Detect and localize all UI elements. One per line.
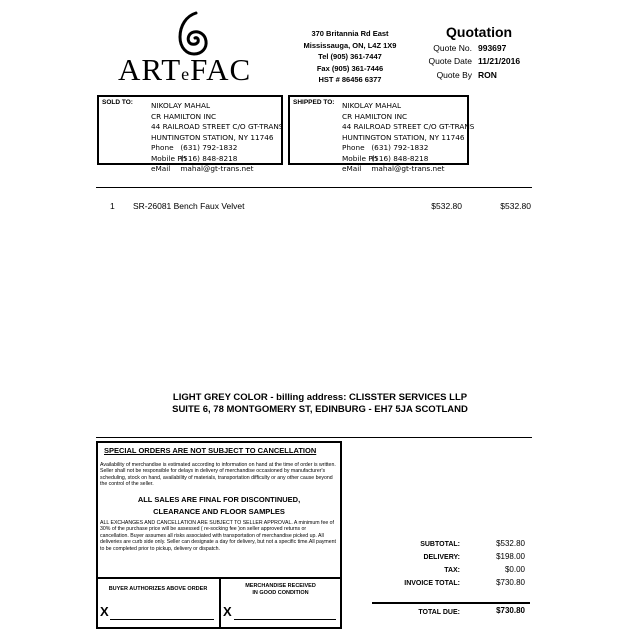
quote-no-value: 993697 bbox=[478, 43, 507, 53]
logo-left: ART bbox=[118, 52, 182, 87]
logo-right: FAC bbox=[190, 52, 252, 87]
buyer-signature-x: X bbox=[100, 604, 109, 619]
sold-to-mobile: (516) 848-8218 bbox=[180, 153, 238, 163]
invoice-total-label: INVOICE TOTAL: bbox=[404, 580, 460, 587]
total-due-rule bbox=[372, 602, 530, 604]
company-fax: Fax (905) 361-7446 bbox=[316, 63, 384, 73]
sold-to-name: NIKOLAY MAHAL bbox=[151, 101, 211, 110]
sold-to-city: HUNTINGTON STATION, NY 11746 bbox=[151, 132, 274, 142]
shipped-to-email: mahal@gt-trans.net bbox=[371, 164, 445, 173]
shipped-to-phone: (631) 792-1832 bbox=[371, 143, 429, 152]
shipped-to-email-label: eMail bbox=[342, 164, 362, 173]
total-due-value: $730.80 bbox=[496, 606, 525, 615]
final-sales-line2: CLEARANCE AND FLOOR SAMPLES bbox=[153, 507, 285, 516]
delivery-label: DELIVERY: bbox=[423, 554, 460, 561]
policy-exchange-text: ALL EXCHANGES AND CANCELLATION ARE SUBJECT TO SELLER APPROVAL. A minimum fee of 30% of the purchase price will be assessed ( re-socking fee )on seller approved returns or cancellation. Buyer assumes all risks associated with transportation of merchandise picked up. All deliveries are curb side only. Seller can designate a day for delivery, but not a specific time.All payment to be completed prior to pickup, delivery or dispatch. bbox=[100, 520, 336, 552]
tax-value: $0.00 bbox=[504, 565, 525, 574]
shipped-to-phone-label: Phone bbox=[342, 143, 365, 152]
buyer-authorizes-label: BUYER AUTHORIZES ABOVE ORDER bbox=[108, 586, 208, 592]
shipped-to-caption: SHIPPED TO: bbox=[293, 99, 335, 106]
quote-date-value: 11/21/2016 bbox=[478, 56, 521, 67]
sold-to-street: 44 RAILROAD STREET C/O GT-TRANS bbox=[151, 122, 284, 131]
sold-to-mobile-label: Mobile Ph bbox=[151, 153, 187, 163]
line-item-total: $532.80 bbox=[500, 201, 531, 211]
invoice-total-value: $730.80 bbox=[496, 578, 525, 587]
company-hst: HST # 86456 6377 bbox=[318, 75, 382, 84]
sold-to-phone-label: Phone bbox=[151, 143, 174, 152]
sold-to-email: mahal@gt-trans.net bbox=[180, 164, 254, 173]
subtotal-value: $532.80 bbox=[496, 539, 525, 548]
sold-to-email-label: eMail bbox=[151, 164, 171, 173]
sold-to-phone: (631) 792-1832 bbox=[180, 143, 238, 152]
merchandise-received-label: MERCHANDISE RECEIVED bbox=[245, 583, 316, 589]
shipped-to-mobile-label: Mobile Ph bbox=[342, 153, 378, 163]
company-tel: Tel (905) 361-7447 bbox=[318, 52, 382, 61]
line-item-qty: 1 bbox=[110, 201, 115, 211]
quote-by-value: RON bbox=[478, 69, 497, 80]
sold-to-caption: SOLD TO: bbox=[102, 99, 133, 106]
logo-e: e bbox=[181, 64, 191, 84]
final-sales-line1: ALL SALES ARE FINAL FOR DISCONTINUED, bbox=[137, 495, 301, 504]
tax-label: TAX: bbox=[444, 567, 460, 574]
company-address-line2: Mississauga, ON, L4Z 1X9 bbox=[303, 40, 397, 50]
shipped-to-company: CR HAMILTON INC bbox=[342, 111, 408, 121]
quote-date-label: Quote Date bbox=[428, 56, 472, 67]
shipped-to-street: 44 RAILROAD STREET C/O GT-TRANS bbox=[342, 122, 475, 131]
policy-availability-text: Availability of merchandise is estimated according to information on hand at the time of order is written. Seller shall not be responsible for delays in delivery of merchandise occasioned by manufacturer's scheduling, stock on hand, availability of materials, transportation difficulty or any other cause beyond the control of the seller. bbox=[100, 462, 336, 488]
total-due-label: TOTAL DUE: bbox=[418, 609, 460, 616]
company-address-line1: 370 Britannia Rd East bbox=[311, 29, 389, 38]
delivery-value: $198.00 bbox=[496, 552, 525, 561]
order-note-line2: SUITE 6, 78 MONTGOMERY ST, EDINBURG - EH7 5JA SCOTLAND bbox=[172, 404, 468, 415]
shipped-to-city: HUNTINGTON STATION, NY 11746 bbox=[342, 132, 465, 142]
quote-by-label: Quote By bbox=[436, 69, 472, 80]
line-item-description: SR-26081 Bench Faux Velvet bbox=[133, 201, 245, 211]
sold-to-company: CR HAMILTON INC bbox=[151, 111, 217, 121]
document-title: Quotation bbox=[446, 24, 513, 40]
line-item-unit-price: $532.80 bbox=[431, 201, 462, 211]
subtotal-label: SUBTOTAL: bbox=[420, 541, 460, 548]
good-condition-label: IN GOOD CONDITION bbox=[252, 590, 309, 596]
shipped-to-mobile: (516) 848-8218 bbox=[371, 153, 429, 163]
shipped-to-name: NIKOLAY MAHAL bbox=[342, 101, 402, 110]
policy-title: SPECIAL ORDERS ARE NOT SUBJECT TO CANCELLATION bbox=[104, 446, 317, 455]
received-signature-x: X bbox=[223, 604, 232, 619]
quote-no-label: Quote No. bbox=[433, 43, 472, 53]
order-note-line1: LIGHT GREY COLOR - billing address: CLISSTER SERVICES LLP bbox=[172, 392, 468, 403]
